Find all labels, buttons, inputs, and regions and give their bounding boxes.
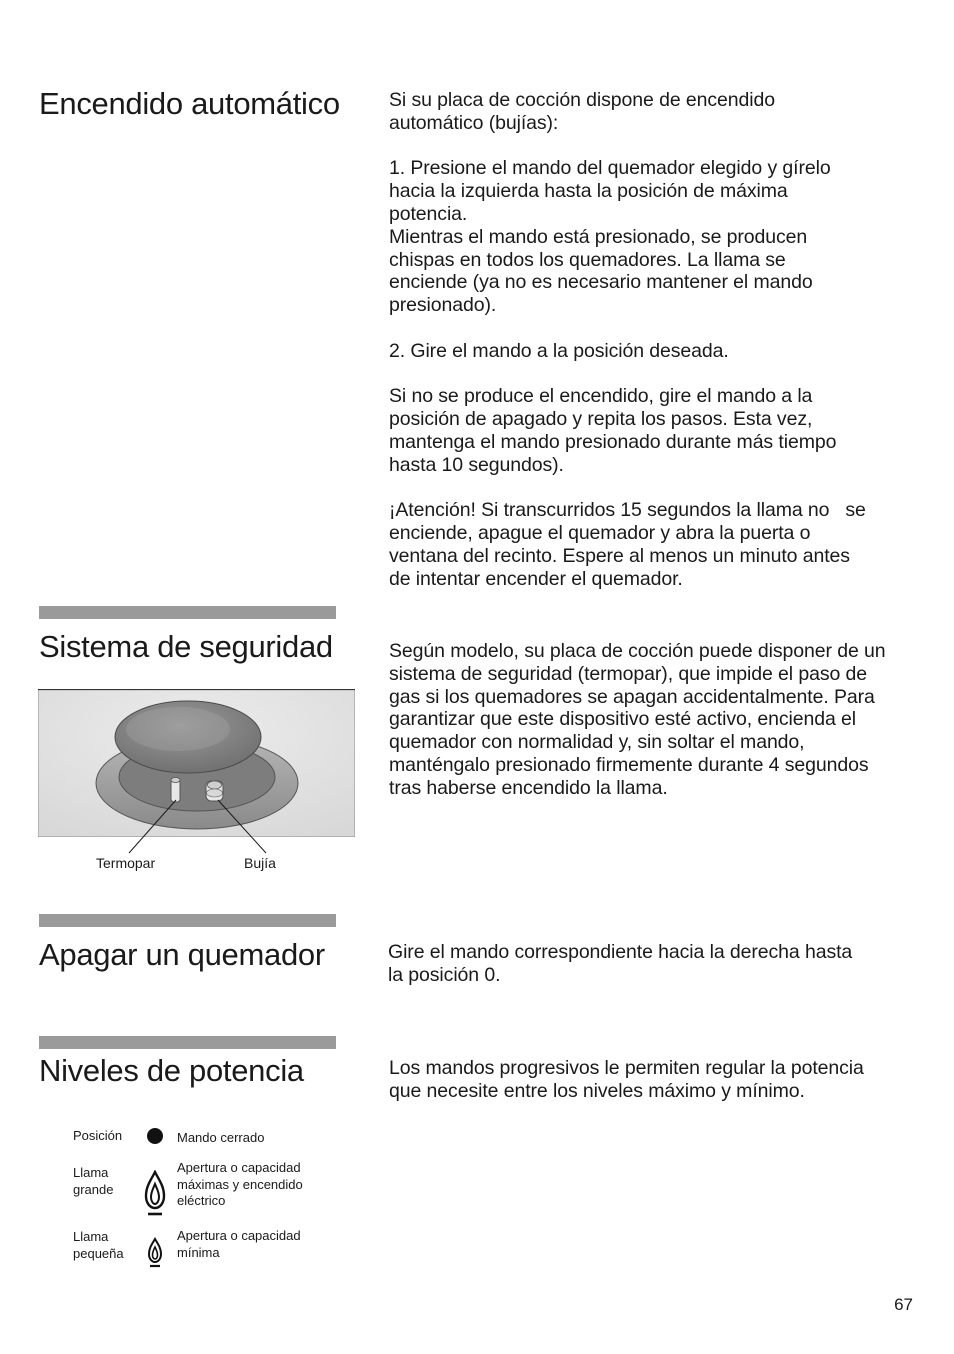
heading-encendido-automatico: Encendido automático [39,86,340,121]
legend-desc-apertura-maxima: Apertura o capacidad máximas y encendido eléctrico [177,1160,303,1208]
legend-label-llama-grande: Llama grande [73,1165,114,1197]
heading-apagar-quemador: Apagar un quemador [39,937,325,972]
burner-illustration [38,689,355,837]
legend-label-llama-pequena: Llama pequeña [73,1229,124,1261]
seguridad-body [389,640,887,800]
legend-desc-apertura-minima [177,1228,317,1261]
spark-plug-icon [206,781,223,801]
label-termopar: Termopar [96,855,156,871]
niveles-paragraph: Los mandos progresivos le permiten regular la potencia que necesite entre los niveles máximo y mínimo. [389,1057,864,1102]
encendido-step-1-note: Mientras el mando está presionado, se producen chispas en todos los quemadores. La llama se enciende (ya no es necesario mantener el mando presionado). [389,225,813,317]
apagar-body [388,941,868,987]
burner-cap-highlight [126,707,230,751]
legend-desc-apertura-minima-text: Apertura o capacidad mínima [177,1228,301,1260]
label-bujia: Bujía [244,855,276,871]
filled-circle-icon [146,1127,164,1145]
encendido-retry: Si no se produce el encendido, gire el mando a la posición de apagado y repita los pasos. Esta vez, mantenga el mando presionado durante más tiempo hasta 10 segundos). [389,385,837,476]
heading-sistema-seguridad: Sistema de seguridad [39,629,333,664]
section-divider-bar [39,606,336,619]
page-number: 67 [894,1295,913,1314]
apagar-paragraph: Gire el mando correspondiente hacia la derecha hasta la posición 0. [388,941,853,986]
encendido-step-1 [389,157,859,317]
thermocouple-icon [171,778,180,803]
encendido-body [389,89,889,591]
seguridad-paragraph: Según modelo, su placa de cocción puede disponer de un sistema de seguridad (termopar), que impide el paso de gas si los quemadores se apagan accidentalmente. Para garantizar que este dispositivo esté activo, encienda el quemador con normalidad y, sin soltar el mando, manténgalo presionado firmemente durante 4 segundos tras haberse encendido la llama. [389,640,886,799]
encendido-step-2: 2. Gire el mando a la posición deseada. [389,339,729,362]
legend-header-posicion: Posición [73,1128,123,1143]
niveles-body [389,1057,879,1103]
encendido-intro: Si su placa de cocción dispone de encendido automático (bujías): [389,89,775,134]
encendido-step-1-text: 1. Presione el mando del quemador elegido y gírelo hacia la izquierda hasta la posición de máxima potencia. [389,157,831,225]
encendido-warning: ¡Atención! Si transcurridos 15 segundos la llama no se enciende, apague el quemador y abra la puerta o ventana del recinto. Espere al menos un minuto antes de intentar encender el quemador. [389,499,872,590]
heading-niveles-potencia: Niveles de potencia [39,1053,304,1088]
section-divider-bar [39,1036,336,1049]
small-flame-icon [146,1237,164,1269]
legend-desc-mando-cerrado: Mando cerrado [177,1130,265,1145]
large-flame-icon [143,1170,167,1218]
section-divider-bar [39,914,336,927]
